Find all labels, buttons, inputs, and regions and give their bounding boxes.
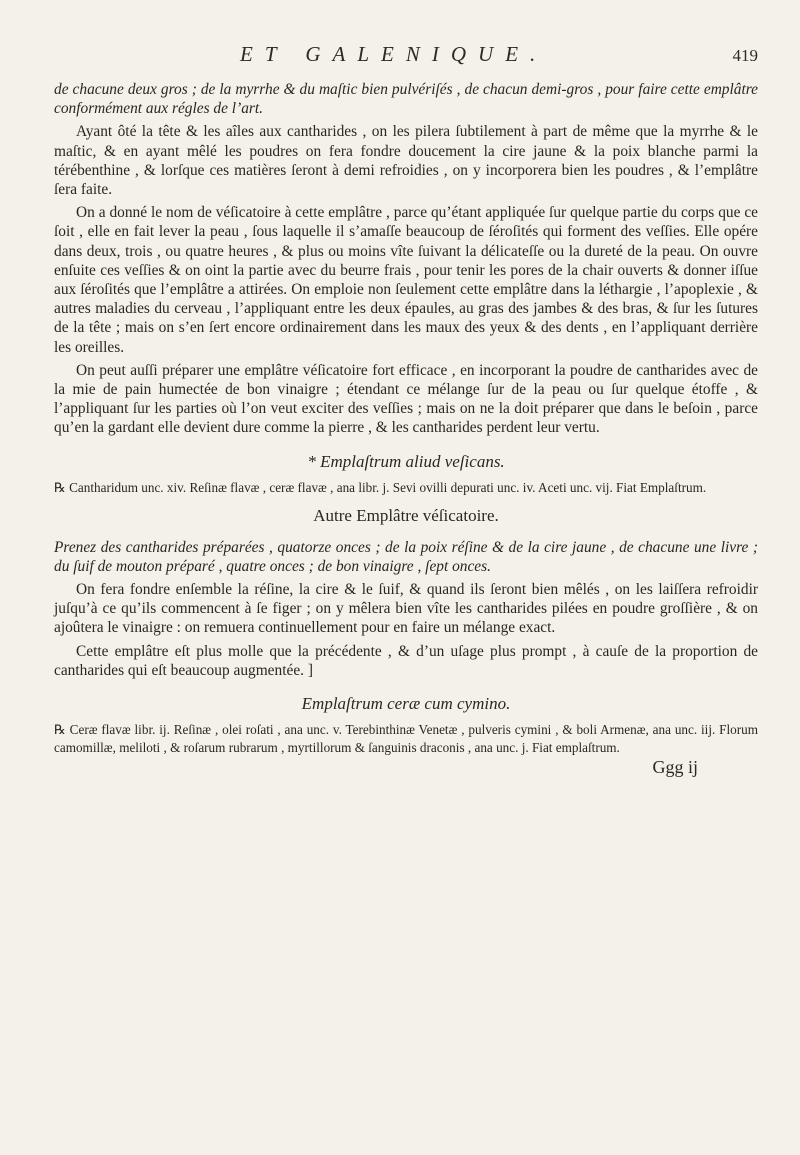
- heading-latin-recipe-2: Emplaſtrum ceræ cum cymino.: [301, 693, 511, 713]
- french-recipe: Prenez des cantharides préparées , quatorze onces ; de la poix réſine & de la cire jaune , de chacune une livre ; du ſuif de mouton préparé , quatre onces ; de bon vinaigre , ſept onces.: [54, 538, 758, 575]
- paragraph-comparison: Cette emplâtre eſt plus molle que la précédente , & d’un uſage plus prompt , à cauſe de la proportion de cantharides qui eſt beaucoup augmentée. ]: [54, 642, 758, 679]
- signature-mark: Ggg ij: [652, 757, 698, 778]
- paragraph-vesicatoire-usage: On a donné le nom de véſicatoire à cette emplâtre , parce qu’étant appliquée ſur quelque partie du corps que ce ſoit , elle en fait lever la peau , ſous laquelle il s’amaſſe beaucoup de ſéroſités qui forment des veſſies. Elle opére dans deux, trois , ou quatre heures , & plus ou moins vîte ſuivant la délicateſſe ou la dureté de la peau. On ouvre enſuite ces veſſies & on oint la partie avec du beurre frais , pour tenir les pores de la chair ouverts & donner iſſue aux ſéroſités que l’emplâtre a attirées. On emploie non ſeulement cette emplâtre dans la léthargie , l’apoplexie , & autres maladies du cerveau , l’appliquant entre les deux épaules, au gras des jambes & des bras, & ſur les ſutures de la tête ; mais on s’en ſert encore ordinairement dans les maux des yeux & des dents , en l’appliquant derrière les oreilles.: [54, 204, 758, 356]
- page-number: 419: [732, 46, 758, 65]
- paragraph-method: On fera fondre enſemble la réſine, la cire & le ſuif, & quand ils ſeront bien mêlés , on les laiſſera refroidir juſqu’à ce qu’ils commencent à ſe figer ; on y mêlera bien vîte les cantharides pilées en poudre groſſière , & on ajoûtera le vinaigre : on remuera continuellement pour en faire un mélange exact.: [54, 580, 758, 637]
- paragraph-alternative-preparation: On peut auſſi préparer une emplâtre véſicatoire fort efficace , en incorporant la poudre de cantharides avec de la mie de pain humectée de bon vinaigre ; étendant ce mélange ſur de la peau ou ſur quelque étoffe , & l’appliquant ſur les parties où l’on veut exciter des veſſies ; mais on ne la doit préparer que dans le beſoin , parce qu’en la gardant elle devient dure comme la pierre , & les cantharides perdent leur vertu.: [54, 361, 758, 437]
- latin-recipe-1: ℞ Cantharidum unc. xiv. Reſinæ flavæ , ceræ flavæ , ana libr. j. Sevi ovilli depurati unc. iv. Aceti unc. vij. Fiat Emplaſtrum.: [54, 479, 707, 495]
- page-header: [0, 38, 800, 78]
- paragraph-preparation: Ayant ôté la tête & les aîles aux cantharides , on les pilera ſubtilement à part de même que la myrrhe & le maſtic, & en ayant mêlé les poudres on fera fondre doucement la cire jaune & la poix blanche parmi la térébenthine , & lorſque ces matières ſeront à demi refroidies , on y incorporera bien les poudres , & l’emplâtre ſera faite.: [54, 123, 758, 199]
- running-head: ET GALENIQUE.: [240, 42, 548, 66]
- body-text: [54, 80, 758, 777]
- heading-latin-recipe-1: * Emplaſtrum aliud veſicans.: [307, 451, 505, 471]
- latin-recipe-2: ℞ Ceræ flavæ libr. ij. Reſinæ , olei roſati , ana unc. v. Terebinthinæ Venetæ , pulveris cymini , & boli Armenæ, ana unc. iij. Florum camomillæ, meliloti , & roſarum rubrarum , myrtillorum & ſanguinis draconis , ana unc. j. Fiat emplaſtrum.: [54, 722, 758, 755]
- paragraph-intro: de chacune deux gros ; de la myrrhe & du maſtic bien pulvériſés , de chacun demi-gros , pour faire cette emplâtre conformément aux régles de l’art.: [54, 81, 758, 118]
- heading-french-recipe: Autre Emplâtre véſicatoire.: [313, 506, 499, 526]
